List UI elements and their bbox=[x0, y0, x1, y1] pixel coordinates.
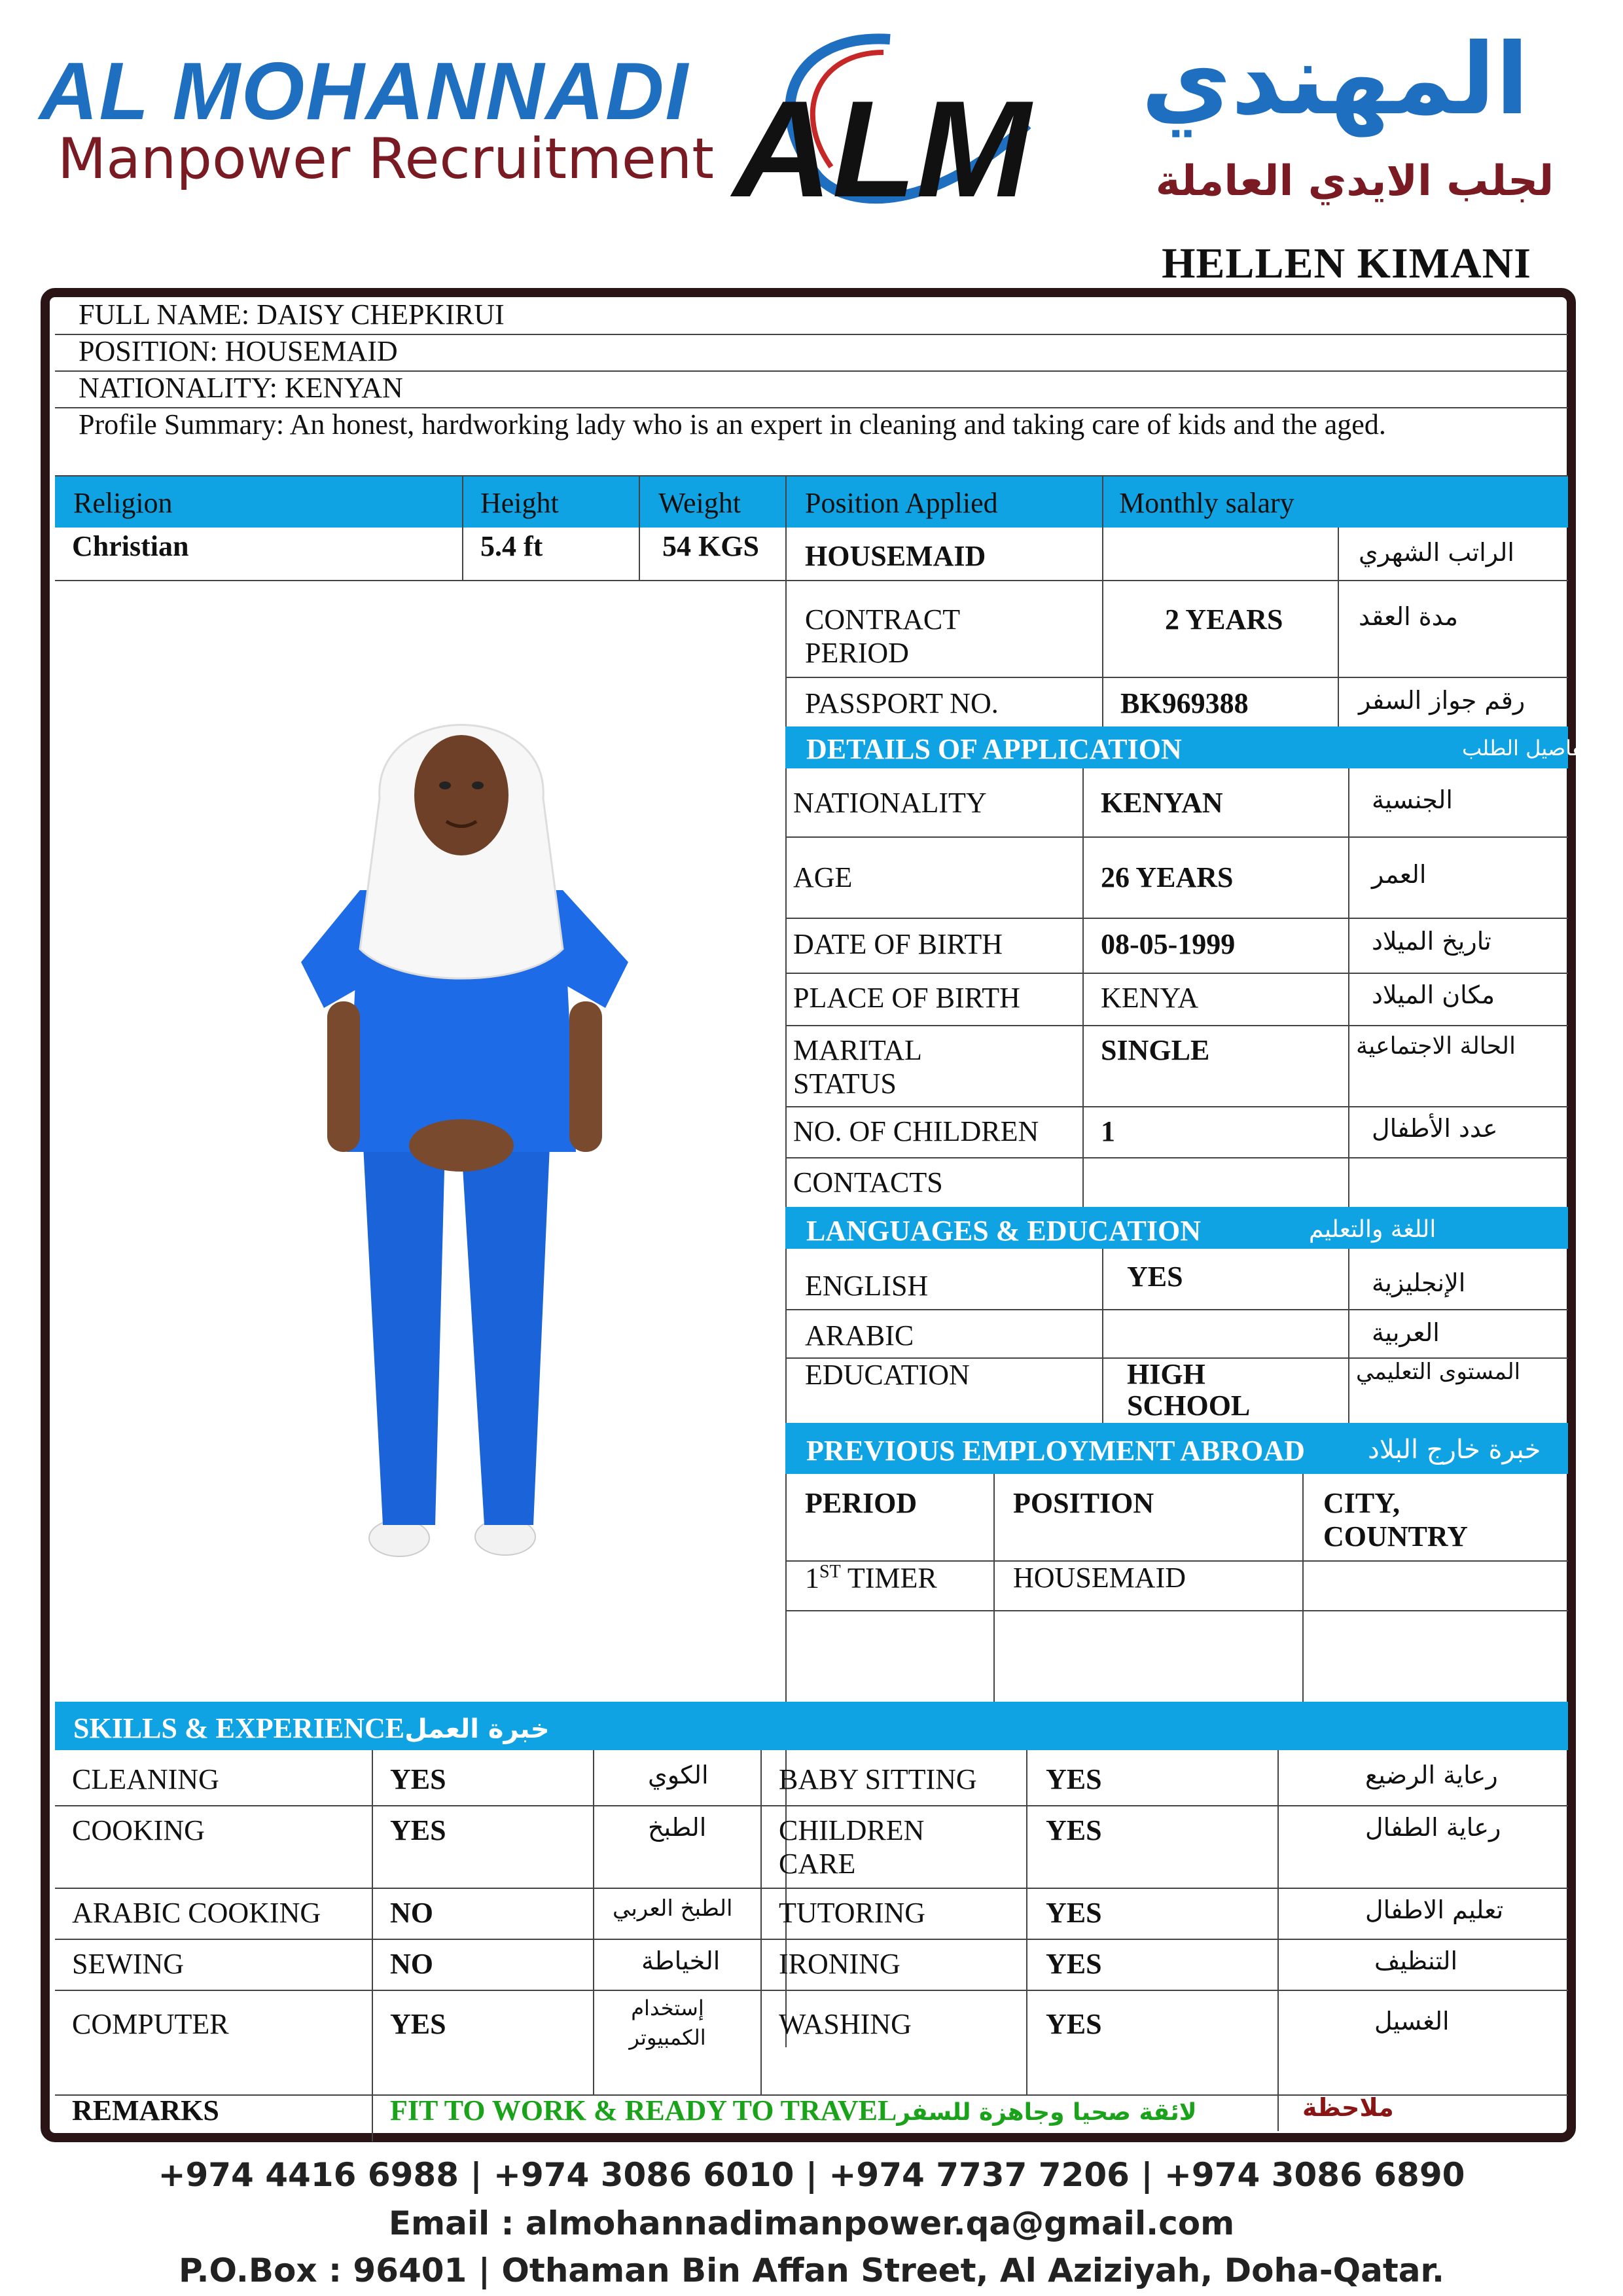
detail-label: PLACE OF BIRTH bbox=[793, 982, 1020, 1014]
detail-arabic: العمر bbox=[1372, 860, 1427, 889]
divider bbox=[785, 1610, 1568, 1611]
salary-arabic: الراتب الشهري bbox=[1359, 538, 1514, 567]
divider bbox=[1302, 1474, 1304, 1702]
employment-header-position: POSITION bbox=[1013, 1487, 1154, 1519]
religion-value: Christian bbox=[72, 530, 189, 562]
skill-arabic: الطبخ bbox=[648, 1813, 707, 1842]
skill-arabic: الخياطة bbox=[641, 1946, 721, 1975]
contract-value: 2 YEARS bbox=[1165, 603, 1283, 636]
divider bbox=[785, 580, 1568, 581]
footer-email: Email : almohannadimanpower.qa@gmail.com bbox=[388, 2204, 1235, 2242]
header-monthly-salary: Monthly salary bbox=[1119, 487, 1294, 519]
height-value: 5.4 ft bbox=[480, 530, 543, 562]
divider bbox=[1277, 1750, 1279, 2094]
skill-value: YES bbox=[1046, 1897, 1102, 1929]
skill-label: CHILDREN CARE bbox=[779, 1814, 925, 1880]
detail-value: KENYA bbox=[1101, 982, 1199, 1014]
divider bbox=[785, 1106, 1568, 1107]
detail-label: MARITAL STATUS bbox=[793, 1034, 921, 1100]
remarks-note-arabic: ملاحظة bbox=[1302, 2093, 1394, 2122]
divider bbox=[55, 1939, 1568, 1940]
skill-label: SEWING bbox=[72, 1948, 185, 1980]
brand-tagline-arabic: لجلب الايدي العاملة bbox=[1155, 157, 1554, 206]
candidate-photo bbox=[275, 674, 654, 1577]
divider bbox=[372, 1750, 373, 2142]
divider bbox=[1082, 768, 1084, 1207]
language-arabic: الإنجليزية bbox=[1372, 1268, 1466, 1297]
divider bbox=[1348, 768, 1349, 1207]
skill-arabic: التنظيف bbox=[1374, 1946, 1458, 1975]
divider bbox=[55, 1888, 1568, 1889]
header-weight: Weight bbox=[658, 487, 741, 519]
education-label: EDUCATION bbox=[805, 1359, 970, 1391]
skill-label: COMPUTER bbox=[72, 2008, 229, 2040]
detail-arabic: الحالة الاجتماعية bbox=[1356, 1033, 1516, 1060]
detail-value: 1 bbox=[1101, 1115, 1115, 1147]
full-name: FULL NAME: DAISY CHEPKIRUI bbox=[55, 298, 1568, 335]
passport-label: PASSPORT NO. bbox=[805, 687, 999, 719]
remarks-value: FIT TO WORK & READY TO TRAVELلائقة صحيا وجاهزة للسفر bbox=[390, 2094, 1197, 2126]
skill-label: CLEANING bbox=[72, 1763, 219, 1795]
employment-header-period: PERIOD bbox=[805, 1487, 918, 1519]
details-title-arabic: تفاصيل الطلب bbox=[1462, 736, 1588, 761]
skill-value: YES bbox=[1046, 1763, 1102, 1795]
skill-label: TUTORING bbox=[779, 1897, 926, 1929]
remarks-label: REMARKS bbox=[72, 2094, 219, 2126]
divider bbox=[639, 476, 640, 580]
detail-label: CONTACTS bbox=[793, 1166, 943, 1198]
detail-label: DATE OF BIRTH bbox=[793, 928, 1003, 960]
contract-arabic: مدة العقد bbox=[1359, 602, 1458, 631]
divider bbox=[1338, 677, 1339, 726]
skill-label: IRONING bbox=[779, 1948, 901, 1980]
skill-value: YES bbox=[390, 1814, 446, 1846]
skill-label: WASHING bbox=[779, 2008, 912, 2040]
header-position-applied: Position Applied bbox=[805, 487, 998, 519]
contract-label: CONTRACT PERIOD bbox=[805, 603, 960, 669]
divider bbox=[593, 1750, 594, 2094]
skill-value: YES bbox=[1046, 1814, 1102, 1846]
brand-name-english: AL MOHANNADI bbox=[39, 46, 689, 137]
language-arabic: العربية bbox=[1372, 1318, 1440, 1347]
divider bbox=[785, 1309, 1568, 1310]
divider bbox=[785, 918, 1568, 919]
divider bbox=[55, 580, 785, 581]
skill-arabic: الطبخ العربي bbox=[613, 1895, 733, 1922]
skill-value: YES bbox=[390, 2008, 446, 2040]
language-label: ARABIC bbox=[805, 1319, 914, 1352]
passport-arabic: رقم جواز السفر bbox=[1359, 686, 1525, 715]
skill-arabic: إستخدام الكمبيوتر bbox=[629, 1996, 706, 2050]
skill-arabic: رعاية الرضيع bbox=[1365, 1761, 1498, 1789]
language-value: YES bbox=[1127, 1261, 1183, 1293]
skill-arabic: الغسيل bbox=[1374, 2007, 1450, 2036]
divider bbox=[55, 1990, 1568, 1991]
divider bbox=[1102, 677, 1103, 726]
brand-name-arabic: المهندي bbox=[1141, 23, 1529, 137]
position-applied-value: HOUSEMAID bbox=[805, 540, 986, 572]
position: POSITION: HOUSEMAID bbox=[55, 335, 1568, 372]
divider bbox=[760, 1750, 762, 2094]
divider bbox=[785, 1025, 1568, 1026]
detail-arabic: مكان الميلاد bbox=[1372, 980, 1495, 1009]
languages-title: LANGUAGES & EDUCATION bbox=[806, 1215, 1202, 1247]
detail-value: 26 YEARS bbox=[1101, 861, 1234, 893]
footer-address: P.O.Box : 96401 | Othaman Bin Affan Street, Al Aziziyah, Doha-Qatar. bbox=[179, 2251, 1444, 2289]
divider bbox=[1338, 528, 1339, 677]
employment-title-arabic: خبرة خارج البلاد bbox=[1368, 1435, 1541, 1465]
employment-position: HOUSEMAID bbox=[1013, 1562, 1186, 1594]
divider bbox=[55, 1805, 1568, 1806]
education-arabic: المستوى التعليمي bbox=[1356, 1359, 1521, 1385]
divider bbox=[1277, 2094, 1279, 2131]
divider bbox=[462, 476, 463, 580]
detail-arabic: عدد الأطفال bbox=[1372, 1114, 1498, 1143]
languages-title-arabic: اللغة والتعليم bbox=[1309, 1216, 1436, 1243]
skill-value: YES bbox=[1046, 2008, 1102, 2040]
footer-phones: +974 4416 6988 | +974 3086 6010 | +974 7737 7206 | +974 3086 6890 bbox=[158, 2156, 1465, 2194]
employment-period: 1ST TIMER bbox=[805, 1562, 937, 1594]
agent-name: HELLEN KIMANI bbox=[1162, 240, 1531, 287]
skill-value: YES bbox=[390, 1763, 446, 1795]
detail-label: NO. OF CHILDREN bbox=[793, 1115, 1039, 1147]
skill-arabic: تعليم الاطفال bbox=[1365, 1895, 1504, 1924]
divider bbox=[785, 973, 1568, 974]
skill-arabic: رعاية الطفال bbox=[1365, 1813, 1501, 1842]
detail-label: NATIONALITY bbox=[793, 787, 987, 819]
detail-arabic: تاريخ الميلاد bbox=[1372, 927, 1491, 956]
divider bbox=[1348, 1249, 1349, 1423]
header-height: Height bbox=[480, 487, 559, 519]
weight-value: 54 KGS bbox=[662, 530, 759, 562]
brand-tagline-english: Manpower Recruitment bbox=[58, 126, 715, 192]
skill-value: NO bbox=[390, 1897, 433, 1929]
employment-title: PREVIOUS EMPLOYMENT ABROAD bbox=[806, 1435, 1305, 1467]
divider bbox=[785, 836, 1568, 838]
skill-value: NO bbox=[390, 1948, 433, 1980]
divider bbox=[1102, 1249, 1103, 1423]
divider bbox=[993, 1474, 995, 1702]
education-value: HIGH SCHOOL bbox=[1127, 1358, 1251, 1422]
employment-header-city: CITY, COUNTRY bbox=[1323, 1487, 1468, 1552]
divider bbox=[785, 677, 1568, 678]
detail-label: AGE bbox=[793, 861, 853, 893]
divider bbox=[1026, 1750, 1027, 2094]
detail-value: KENYAN bbox=[1101, 787, 1223, 819]
profile-summary: Profile Summary: An honest, hardworking lady who is an expert in cleaning and taking care of kids and the aged. bbox=[55, 408, 1568, 476]
header-religion: Religion bbox=[73, 487, 173, 519]
language-label: ENGLISH bbox=[805, 1270, 929, 1302]
skill-label: COOKING bbox=[72, 1814, 205, 1846]
divider bbox=[1102, 476, 1103, 677]
skills-title: SKILLS & EXPERIENCEخبرة العمل bbox=[73, 1712, 550, 1744]
skill-label: BABY SITTING bbox=[779, 1763, 977, 1795]
divider bbox=[785, 1157, 1568, 1158]
alm-logo bbox=[720, 26, 1060, 216]
passport-value: BK969388 bbox=[1120, 687, 1249, 719]
skill-arabic: الكوي bbox=[648, 1761, 709, 1789]
detail-arabic: الجنسية bbox=[1372, 785, 1453, 814]
skill-value: YES bbox=[1046, 1948, 1102, 1980]
logo-text: ALM bbox=[733, 72, 1031, 216]
divider bbox=[785, 476, 787, 2047]
detail-value: SINGLE bbox=[1101, 1034, 1210, 1066]
details-title: DETAILS OF APPLICATION bbox=[806, 733, 1182, 765]
skill-label: ARABIC COOKING bbox=[72, 1897, 321, 1929]
nationality: NATIONALITY: KENYAN bbox=[55, 372, 1568, 408]
detail-value: 08-05-1999 bbox=[1101, 928, 1236, 960]
